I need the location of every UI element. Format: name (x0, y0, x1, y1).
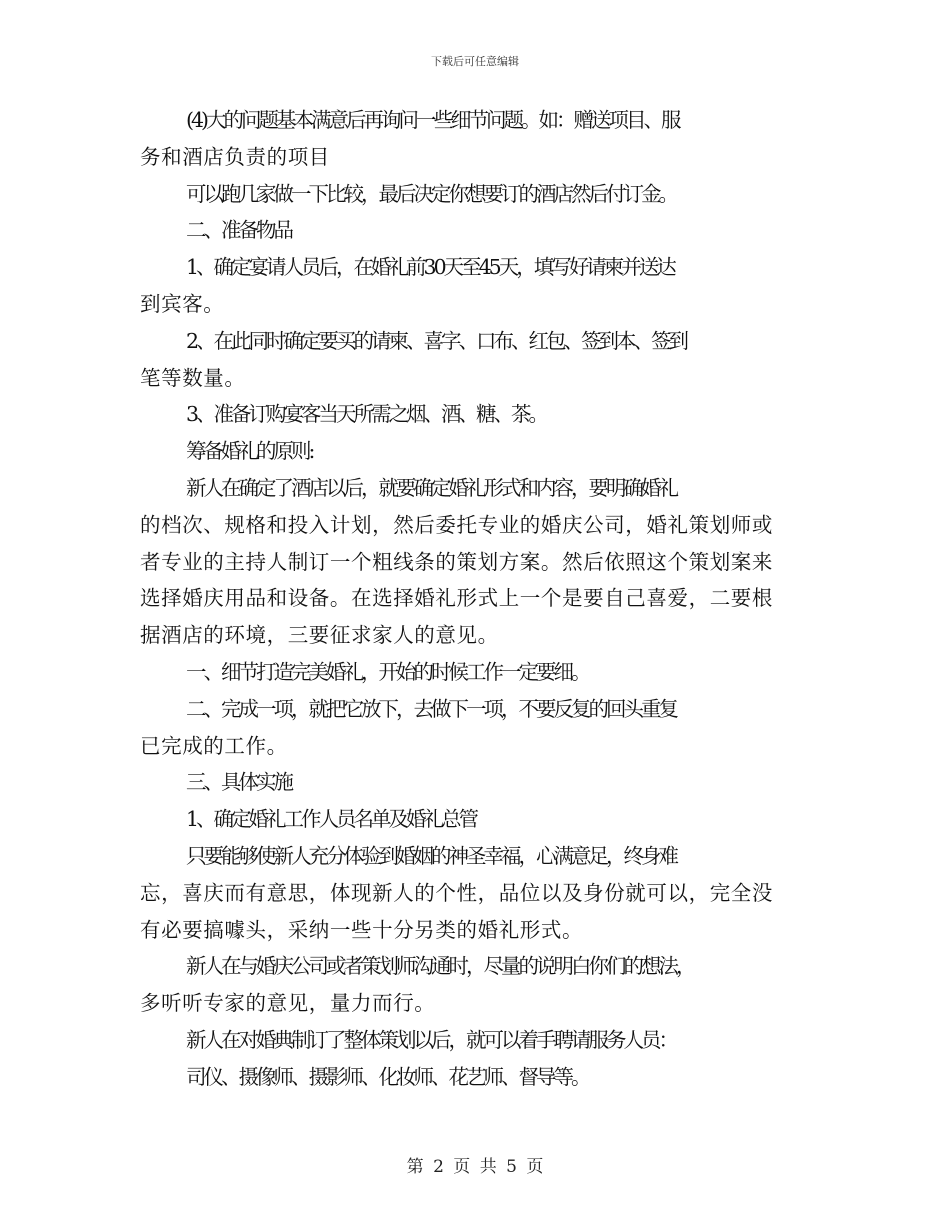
text-line: 忘，喜庆而有意思，体现新人的个性，品位以及身份就可以，完全没 (140, 880, 773, 905)
text-line: 二、准备物品 (186, 218, 291, 243)
text-line: 有必要搞噱头，采纳一些十分另类的婚礼形式。 (140, 917, 584, 942)
text-line: 多听听专家的意见，量力而行。 (140, 991, 436, 1016)
text-line: 可以跑几家做一下比较，最后决定你想要订的酒店然后付订金。 (186, 181, 676, 206)
text-line: 的档次、规格和投入计划，然后委托专业的婚庆公司，婚礼策划师或 (140, 512, 773, 537)
text-line: 3、准备订购宴客当天所需之烟、酒、糖、茶。 (186, 402, 547, 427)
text-line: 到宾客。 (140, 291, 225, 316)
text-line: 务和酒店负责的项目 (140, 144, 330, 169)
text-line: 2、在此同时确定要买的请柬、喜字、口布、红包、签到本、签到 (186, 328, 687, 353)
text-line: 新人在确定了酒店以后，就要确定婚礼形式和内容，要明确婚礼 (186, 475, 676, 500)
text-line: 笔等数量。 (140, 365, 246, 390)
page-number: 第 2 页 共 5 页 (406, 1157, 544, 1177)
text-line: 二、完成一项，就把它放下，去做下一项，不要反复的回头重复 (186, 696, 676, 721)
text-line: 三、具体实施 (186, 770, 291, 795)
text-line: 司仪、摄像师、摄影师、化妆师、花艺师、督导等。 (186, 1064, 589, 1089)
text-line: 筹备婚礼的原则: (186, 439, 313, 464)
text-line: 已完成的工作。 (140, 733, 288, 758)
text-line: 1、确定婚礼工作人员名单及婚礼总管 (186, 807, 477, 832)
text-line: 一、细节打造完美婚礼，开始的时候工作一定要细。 (186, 659, 589, 684)
text-line: 只要能够使新人充分体验到婚姻的神圣幸福，心满意足，终身难 (186, 843, 676, 868)
text-line: (4)大的问题基本满意后再询问一些细节问题。如：赠送项目、服 (186, 108, 679, 132)
text-line: 据酒店的环境，三要征求家人的意见。 (140, 623, 499, 648)
text-line: 选择婚庆用品和设备。在选择婚礼形式上一个是要自己喜爱，二要根 (140, 586, 773, 611)
text-line: 新人在与婚庆公司或者策划师沟通时，尽量的说明白你们的想法， (186, 954, 694, 979)
document-body (140, 110, 812, 1104)
page-header: 下载后可任意编辑 (431, 55, 519, 68)
text-line: 者专业的主持人制订一个粗线条的策划方案。然后依照这个策划案来 (140, 549, 773, 574)
text-line: 1、确定宴请人员后，在婚礼前30天至45天，填写好请柬并送达 (186, 255, 674, 280)
text-line: 新人在对婚典制订了整体策划以后，就可以着手聘请服务人员： (186, 1027, 676, 1052)
